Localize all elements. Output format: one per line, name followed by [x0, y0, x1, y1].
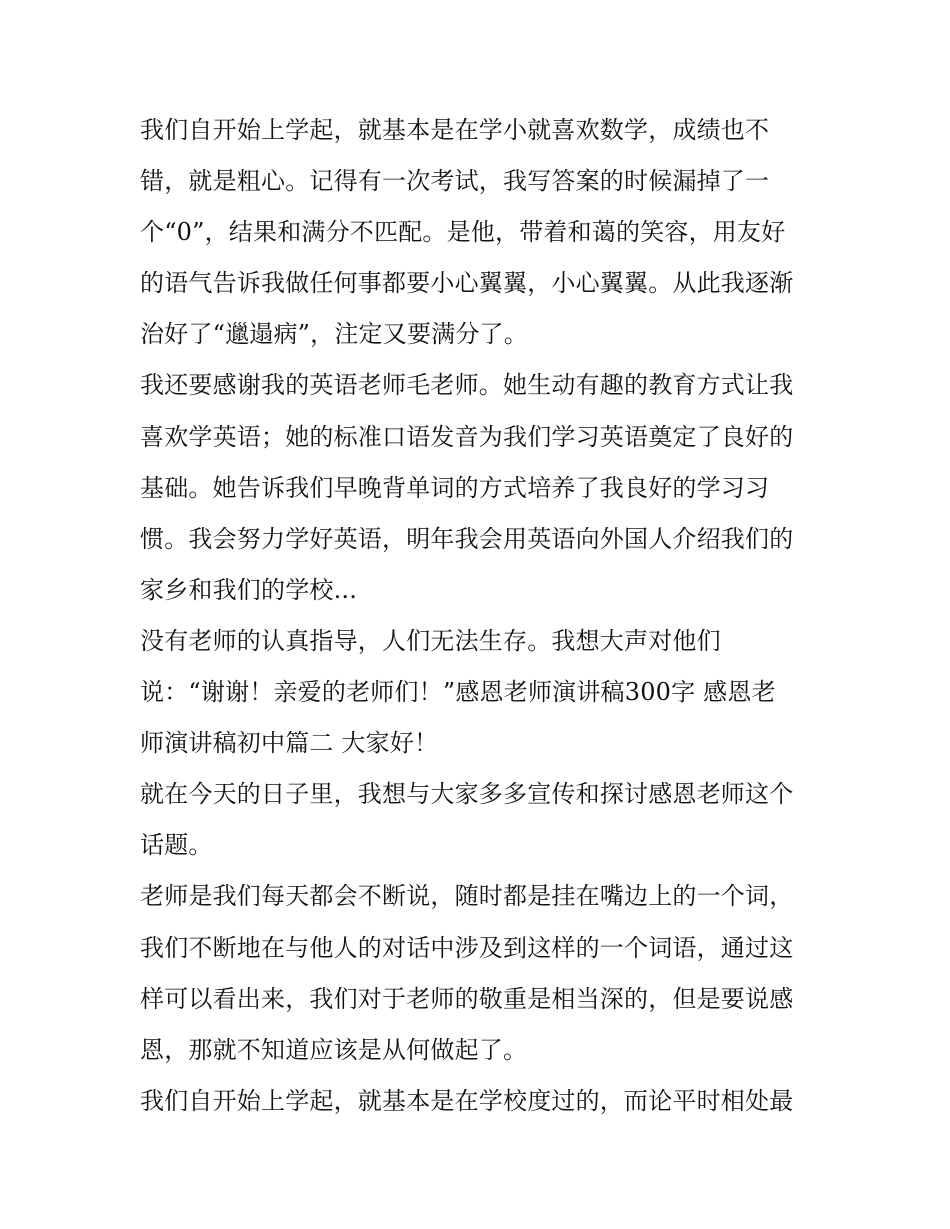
text-line: 没有老师的认真指导，人们无法生存。我想大声对他们	[140, 626, 721, 655]
text-line: 我还要感谢我的英语老师毛老师。她生动有趣的教育方式让我	[140, 371, 794, 400]
text-line: 个“0”，结果和满分不匹配。是他，带着和蔼的笑容，用友好	[140, 218, 786, 247]
document-body	[140, 105, 820, 1127]
text-line: 样可以看出来，我们对于老师的敬重是相当深的，但是要说感	[140, 984, 794, 1013]
text-line: 的语气告诉我做任何事都要小心翼翼，小心翼翼。从此我逐渐	[140, 269, 794, 298]
text-line: 师演讲稿初中篇二 大家好！	[140, 729, 439, 758]
text-line: 错，就是粗心。记得有一次考试，我写答案的时候漏掉了一	[140, 167, 770, 196]
text-line: 喜欢学英语；她的标准口语发音为我们学习英语奠定了良好的	[140, 422, 794, 451]
text-line: 惯。我会努力学好英语，明年我会用英语向外国人介绍我们的	[140, 524, 794, 553]
text-line: 话题。	[140, 831, 213, 860]
text-line: 我们自开始上学起，就基本是在学校度过的，而论平时相处最	[140, 1086, 794, 1115]
text-line: 治好了“邋遢病”，注定又要满分了。	[140, 320, 528, 349]
text-line: 就在今天的日子里，我想与大家多多宣传和探讨感恩老师这个	[140, 780, 794, 809]
text-line: 说：“谢谢！亲爱的老师们！”感恩老师演讲稿300字 感恩老	[140, 678, 776, 707]
text-line: 家乡和我们的学校...	[140, 575, 358, 604]
text-line: 恩，那就不知道应该是从何做起了。	[140, 1035, 528, 1064]
text-line: 基础。她告诉我们早晚背单词的方式培养了我良好的学习习	[140, 473, 770, 502]
text-line: 老师是我们每天都会不断说，随时都是挂在嘴边上的一个词，	[140, 882, 794, 911]
text-line: 我们不断地在与他人的对话中涉及到这样的一个词语，通过这	[140, 933, 794, 962]
text-line: 我们自开始上学起，就基本是在学小就喜欢数学，成绩也不	[140, 116, 770, 144]
